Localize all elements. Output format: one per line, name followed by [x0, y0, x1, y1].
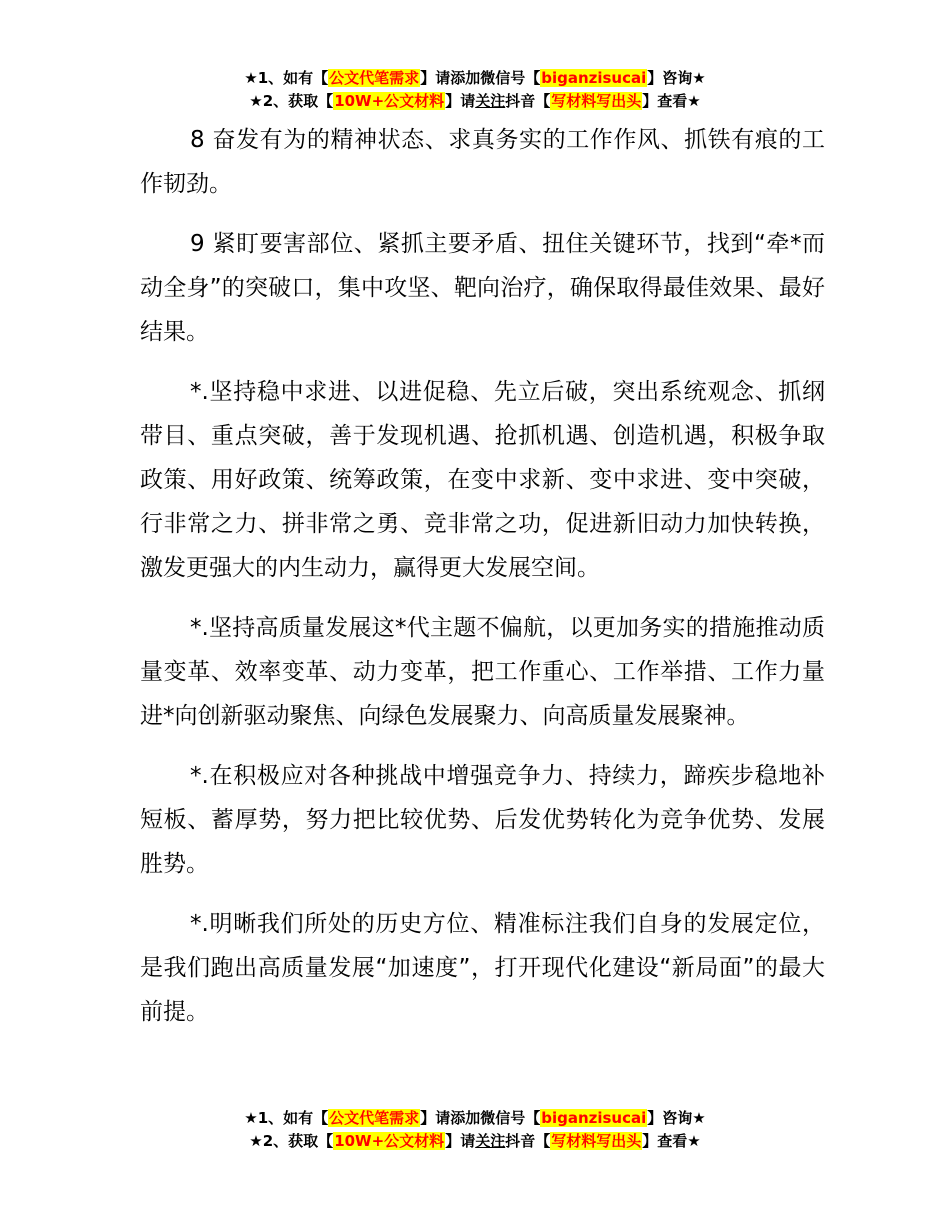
paragraph: *.坚持高质量发展这*代主题不偏航，以更加务实的措施推动质量变革、效率变革、动力变革，把工作重心、工作举措、工作力量进*向创新驱动聚焦、向绿色发展聚力、向高质量发展聚神。 [140, 615, 825, 729]
banner-line-2 [0, 90, 950, 113]
paragraph: 8 奋发有为的精神状态、求真务实的工作作风、抓铁有痕的工作韧劲。 [140, 127, 825, 197]
banner-text: 】咨询★ [647, 1109, 706, 1127]
banner-text: 】请添加微信号【 [420, 1109, 541, 1127]
underlined-follow: 关注 [475, 1132, 506, 1150]
banner-text: 】请添加微信号【 [420, 69, 541, 87]
underlined-follow: 关注 [475, 92, 506, 110]
banner-text: ★2、获取【 [249, 92, 334, 110]
paragraph: *.坚持稳中求进、以进促稳、先立后破，突出系统观念、抓纲带目、重点突破，善于发现机遇、抢抓机遇、创造机遇，积极争取政策、用好政策、统筹政策，在变中求新、变中求进、变中突破，行非常之力、拼非常之勇、竞非常之功，促进新旧动力加快转换，激发更强大的内生动力，赢得更大发展空间。 [140, 379, 825, 581]
banner-text: ★1、如有【 [244, 1109, 329, 1127]
document-body [140, 118, 825, 1050]
paragraph: 9 紧盯要害部位、紧抓主要矛盾、扭住关键环节，找到“牵*而动全身”的突破口，集中攻坚、靶向治疗，确保取得最佳效果、最好结果。 [140, 231, 825, 345]
highlight-douyin-account: 写材料写出头 [551, 1132, 642, 1150]
banner-text: 抖音【 [505, 1132, 551, 1150]
highlight-wechat-id: biganzisucai [541, 1109, 647, 1127]
banner-text: ★1、如有【 [244, 69, 329, 87]
paragraph: *.在积极应对各种挑战中增强竞争力、持续力，蹄疾步稳地补短板、蓄厚势，努力把比较优势、后发优势转化为竞争优势、发展胜势。 [140, 763, 825, 877]
banner-text: 抖音【 [505, 92, 551, 110]
banner-text: 】查看★ [642, 1132, 701, 1150]
paragraph: *.明晰我们所处的历史方位、精准标注我们自身的发展定位，是我们跑出高质量发展“加速度”，打开现代化建设“新局面”的最大前提。 [140, 911, 825, 1025]
highlight-douyin-account: 写材料写出头 [551, 92, 642, 110]
banner-text: 】查看★ [642, 92, 701, 110]
banner-text: ★2、获取【 [249, 1132, 334, 1150]
highlight-service: 公文代笔需求 [329, 1109, 420, 1127]
banner-text: 】请 [445, 92, 476, 110]
banner-line-1 [0, 1107, 950, 1130]
footer-banner [0, 1107, 950, 1153]
banner-line-1 [0, 67, 950, 90]
highlight-materials: 10W+公文材料 [334, 92, 445, 110]
banner-line-2 [0, 1130, 950, 1153]
banner-text: 】咨询★ [647, 69, 706, 87]
header-banner [0, 67, 950, 113]
highlight-wechat-id: biganzisucai [541, 69, 647, 87]
banner-text: 】请 [445, 1132, 476, 1150]
highlight-materials: 10W+公文材料 [334, 1132, 445, 1150]
highlight-service: 公文代笔需求 [329, 69, 420, 87]
